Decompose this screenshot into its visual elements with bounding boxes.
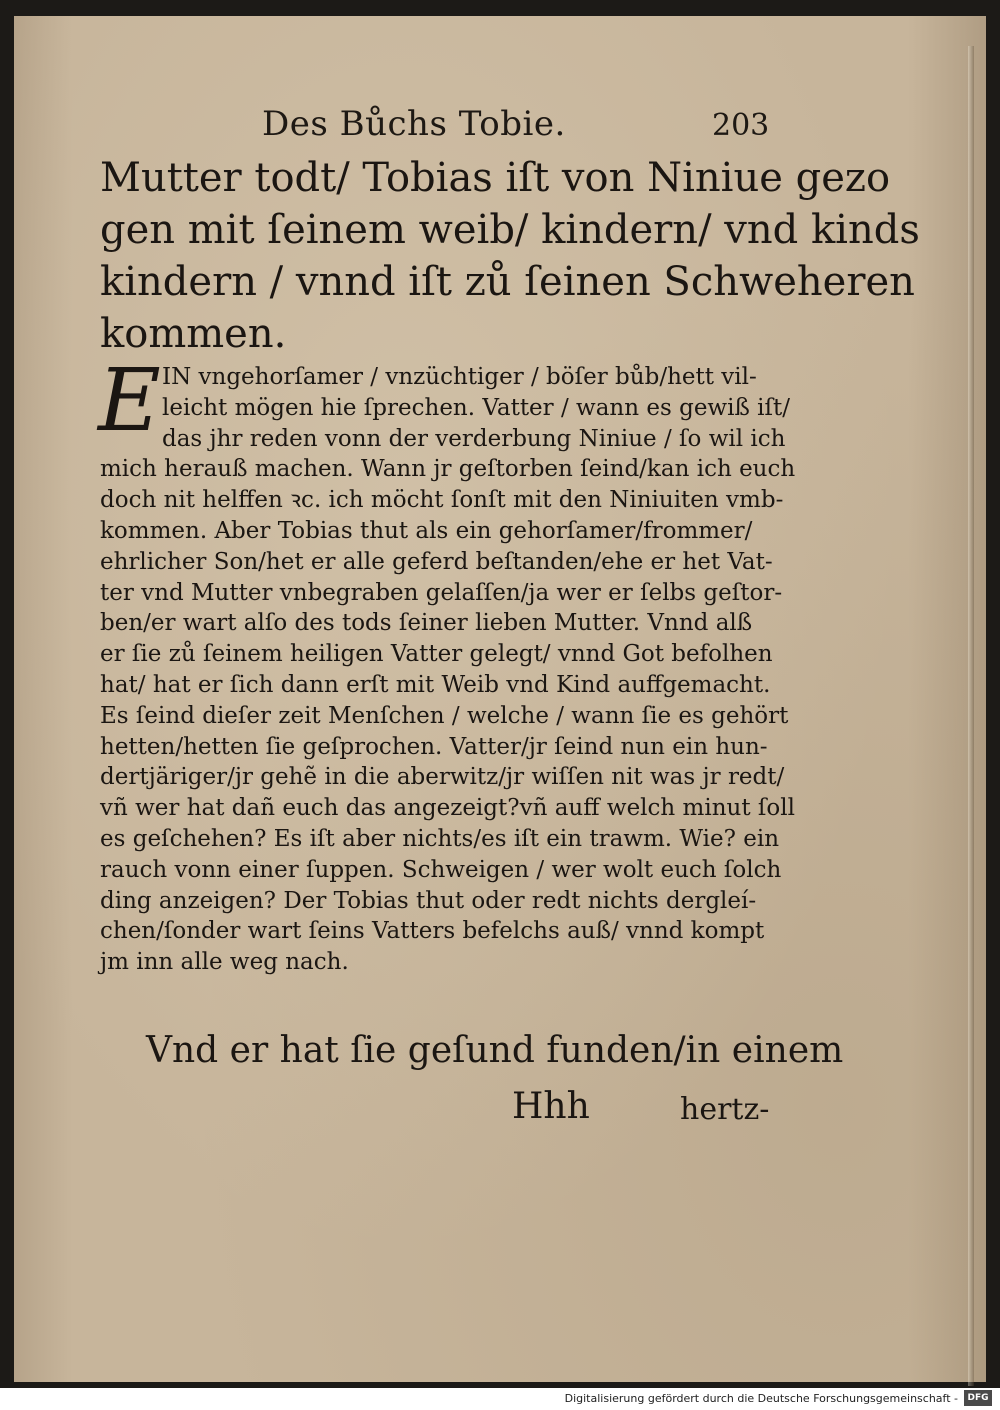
body-line: ter vnd Mutter vnbegraben gelaſſen/ja wer er ſelbs geſtor-: [100, 579, 783, 606]
body-line: mich herauß machen. Wann jr geſtorben ſeind/kan ich euch: [100, 456, 796, 483]
summary-line: gen mit ſeinem weib/ kindern/ vnd kinds: [100, 207, 920, 253]
body-line: dertjäriger/jr gehẽ in die aberwitz/jr wiſſen nit was jr redt/: [100, 764, 785, 791]
body-line: das jhr reden vonn der verderbung Niniue / ſo wil ich: [162, 425, 786, 452]
signature-mark: Hhh: [512, 1086, 590, 1127]
body-line: er ſie zů ſeinem heiligen Vatter gelegt/ vnnd Got befolhen: [100, 641, 773, 668]
body-line: leicht mögen hie ſprechen. Vatter / wann es gewiß iſt/: [162, 394, 791, 421]
summary-line: kindern / vnnd iſt zů ſeinen Schweheren: [100, 259, 915, 305]
body-line: es geſchehen? Es iſt aber nichts/es iſt ein trawm. Wie? ein: [100, 825, 780, 852]
page-gutter-shadow: [968, 46, 974, 1386]
summary-line: Mutter todt/ Tobias iſt von Niniue gezo: [100, 155, 891, 201]
body-text: [98, 351, 796, 978]
body-line: doch nit helffen ꝛc. ich möcht ſonſt mit den Niniuiten vmb-: [100, 487, 784, 514]
decorated-initial: E: [98, 351, 161, 451]
funding-credit: Digitalisierung gefördert durch die Deutsche Forschungsgemeinschaft -: [564, 1392, 958, 1405]
closing-verse: Vnd er hat ſie geſund funden/in einem: [146, 1030, 844, 1071]
body-line: ben/er wart alſo des tods ſeiner lieben Mutter. Vnnd alß: [100, 610, 753, 637]
body-line: jm inn alle weg nach.: [100, 949, 349, 976]
body-line: Es ſeind dieſer zeit Menſchen / welche / wann ſie es gehört: [100, 702, 789, 729]
catchword: hertz-: [680, 1092, 770, 1127]
body-line: chen/ſonder wart ſeins Vatters befelchs auß/ vnnd kompt: [100, 918, 765, 945]
running-title: Des Bůchs Tobie.: [262, 104, 566, 144]
body-line: kommen. Aber Tobias thut als ein gehorſamer/frommer/: [100, 517, 753, 544]
body-line: vñ wer hat dañ euch das angezeigt?vñ auff welch minut ſoll: [100, 795, 795, 822]
summary-line: kommen.: [100, 311, 287, 357]
dfg-logo-icon: DFG: [964, 1390, 992, 1406]
footer-bar: [0, 1388, 1000, 1410]
chapter-summary: [100, 152, 920, 360]
page-number: 203: [712, 108, 770, 143]
body-line: IN vngehorſamer / vnzüchtiger / böſer bůb/hett vil-: [162, 364, 757, 390]
body-line: rauch vonn einer ſuppen. Schweigen / wer wolt euch ſolch: [100, 856, 782, 883]
body-line: hetten/hetten ſie geſprochen. Vatter/jr ſeind nun ein hun-: [100, 733, 768, 760]
body-line: ding anzeigen? Der Tobias thut oder redt nichts dergleí-: [100, 887, 757, 914]
body-line: hat/ hat er ſich dann erſt mit Weib vnd Kind auffgemacht.: [100, 671, 771, 698]
body-line: ehrlicher Son/het er alle geferd beſtanden/ehe er het Vat-: [100, 548, 773, 575]
